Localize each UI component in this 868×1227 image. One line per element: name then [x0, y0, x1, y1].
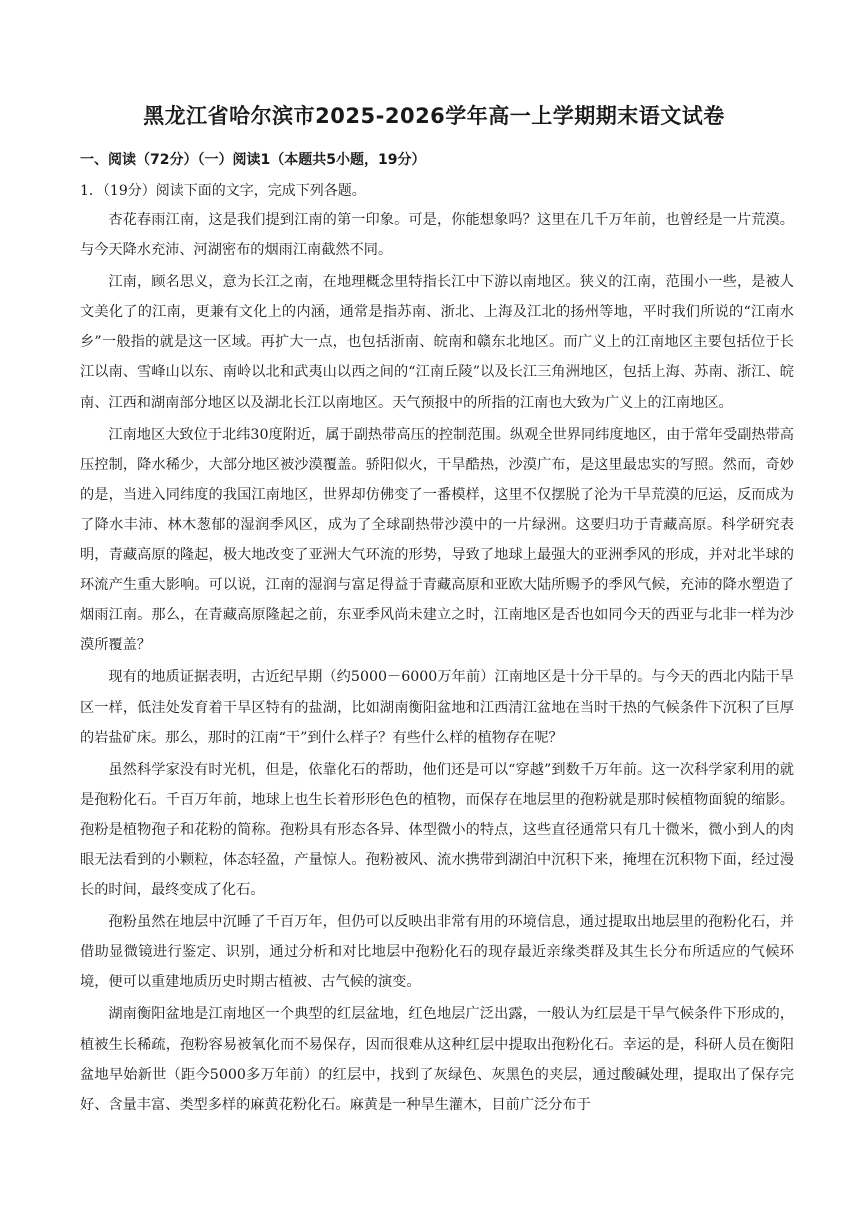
exam-title: 黑龙江省哈尔滨市2025-2026学年高一上学期期末语文试卷: [143, 104, 725, 128]
paragraph: 湖南衡阳盆地是江南地区一个典型的红层盆地，红色地层广泛出露，一般认为红层是干旱气候条件下形成的，植被生长稀疏，孢粉容易被氧化而不易保存，因而很难从这种红层中提取出孢粉化石。幸运的是，科研人员在衡阳盆地早始新世（距今5000多万年前）的红层中，找到了灰绿色、灰黑色的夹层，通过酸碱处理，提取出了保存完好、含量丰富、类型多样的麻黄花粉化石。麻黄是一种旱生灌木，目前广泛分布于: [80, 1006, 794, 1113]
paragraph: 杏花春雨江南，这是我们提到江南的第一印象。可是，你能想象吗？这里在几千万年前，也曾经是一片荒漠。与今天降水充沛、河湖密布的烟雨江南截然不同。: [80, 212, 794, 259]
reading-passage: [80, 205, 794, 1122]
paragraph: 江南，顾名思义，意为长江之南，在地理概念里特指长江中下游以南地区。狭义的江南，范围小一些，是被人文美化了的江南，更兼有文化上的内涵，通常是指苏南、浙北、上海及江北的扬州等地，平时我们所说的“江南水乡”一般指的就是这一区域。再扩大一点，也包括浙南、皖南和赣东北地区。而广义上的江南地区主要包括位于长江以南、雪峰山以东、南岭以北和武夷山以西之间的“江南丘陵”以及长江三角洲地区，包括上海、苏南、浙江、皖南、江西和湖南部分地区以及湖北长江以南地区。天气预报中的所指的江南也大致为广义上的江南地区。: [80, 274, 794, 411]
paragraph: 江南地区大致位于北纬30度附近，属于副热带高压的控制范围。纵观全世界同纬度地区，由于常年受副热带高压控制，降水稀少，大部分地区被沙漠覆盖。骄阳似火，干旱酷热，沙漠广布，是这里最忠实的写照。然而，奇妙的是，当进入同纬度的我国江南地区，世界却仿佛变了一番模样，这里不仅摆脱了沦为干旱荒漠的厄运，反而成为了降水丰沛、林木葱郁的湿润季风区，成为了全球副热带沙漠中的一片绿洲。这要归功于青藏高原。科学研究表明，青藏高原的隆起，极大地改变了亚洲大气环流的形势，导致了地球上最强大的亚洲季风的形成，并对北半球的环流产生重大影响。可以说，江南的湿润与富足得益于青藏高原和亚欧大陆所赐予的季风气候，充沛的降水塑造了烟雨江南。那么，在青藏高原隆起之前，东亚季风尚未建立之时，江南地区是否也如同今天的西亚与北非一样为沙漠所覆盖？: [80, 426, 794, 654]
paragraph: 现有的地质证据表明，古近纪早期（约5000－6000万年前）江南地区是十分干旱的。与今天的西北内陆干旱区一样，低洼处发育着干旱区特有的盐湖，比如湖南衡阳盆地和江西清江盆地在当时干热的气候条件下沉积了巨厚的岩盐矿床。那么，那时的江南“干”到什么样子？有些什么样的植物存在呢？: [80, 669, 794, 746]
paragraph: 虽然科学家没有时光机，但是，依靠化石的帮助，他们还是可以“穿越”到数千万年前。这一次科学家利用的就是孢粉化石。千百万年前，地球上也生长着形形色色的植物，而保存在地层里的孢粉就是那时候植物面貌的缩影。孢粉是植物孢子和花粉的简称。孢粉具有形态各异、体型微小的特点，这些直径通常只有几十微米，微小到人的肉眼无法看到的小颗粒，体态轻盈，产量惊人。孢粉被风、流水携带到湖泊中沉积下来，掩埋在沉积物下面，经过漫长的时间，最终变成了化石。: [80, 761, 794, 899]
question-prompt: 1．（19分）阅读下面的文字，完成下列各题。: [80, 183, 366, 199]
paragraph: 孢粉虽然在地层中沉睡了千百万年，但仍可以反映出非常有用的环境信息，通过提取出地层里的孢粉化石，并借助显微镜进行鉴定、识别，通过分析和对比地层中孢粉化石的现存最近亲缘类群及其生长分布所适应的气候环境，便可以重建地质历史时期古植被、古气候的演变。: [80, 914, 794, 991]
section-heading: 一、阅读（72分）（一）阅读1（本题共5小题，19分）: [80, 152, 426, 168]
